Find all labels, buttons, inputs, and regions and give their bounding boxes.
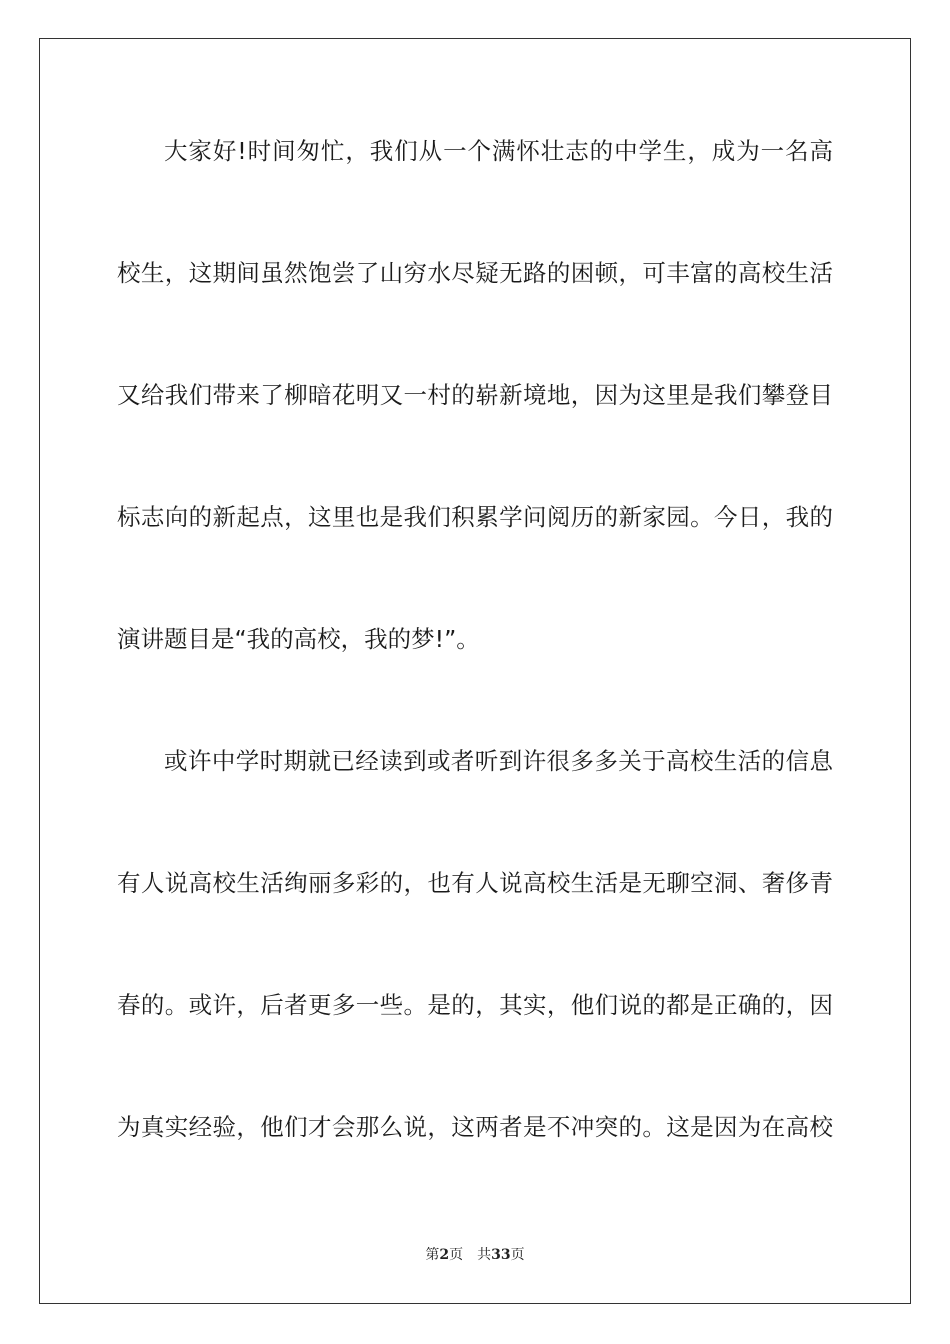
total-suffix: 页 — [510, 1247, 525, 1263]
paragraph-1-line-3: 又给我们带来了柳暗花明又一村的崭新境地，因为这里是我们攀登目 — [117, 381, 833, 409]
paragraph-1-line-5: 演讲题目是“我的高校，我的梦!”。 — [117, 625, 480, 653]
page-number: 2 — [439, 1247, 450, 1263]
page-footer — [0, 1244, 950, 1264]
paragraph-2-line-2: 有人说高校生活绚丽多彩的，也有人说高校生活是无聊空洞、奢侈青 — [117, 869, 833, 897]
page-prefix: 第 — [425, 1247, 440, 1263]
total-pages: 33 — [491, 1247, 511, 1263]
paragraph-2-line-3: 春的。或许，后者更多一些。是的，其实，他们说的都是正确的，因 — [117, 991, 833, 1019]
paragraph-1-line-4: 标志向的新起点，这里也是我们积累学问阅历的新家园。今日，我的 — [117, 503, 833, 531]
paragraph-2-line-1: 或许中学时期就已经读到或者听到许很多多关于高校生活的信息 — [164, 747, 833, 775]
paragraph-1-line-1: 大家好!时间匆忙，我们从一个满怀壮志的中学生，成为一名高 — [164, 137, 833, 165]
document-body — [117, 120, 833, 1218]
page-suffix: 页 — [449, 1247, 464, 1263]
total-prefix: 共 — [477, 1247, 492, 1263]
paragraph-1-line-2: 校生，这期间虽然饱尝了山穷水尽疑无路的困顿，可丰富的高校生活 — [117, 259, 833, 287]
paragraph-2-line-4: 为真实经验，他们才会那么说，这两者是不冲突的。这是因为在高校 — [117, 1113, 833, 1141]
